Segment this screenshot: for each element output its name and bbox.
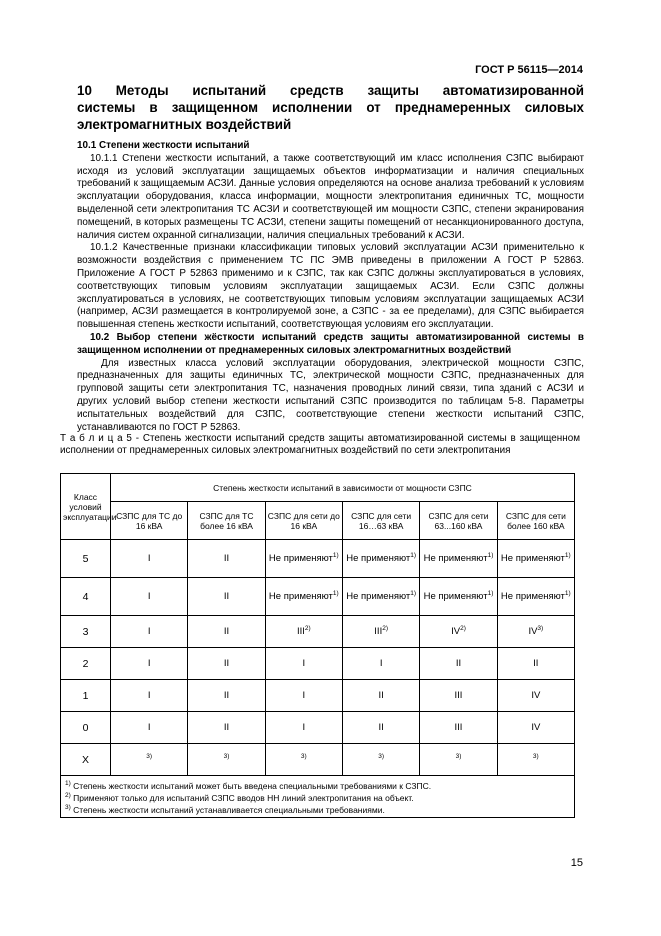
- table-row: [61, 540, 575, 578]
- subsection-title: 10.2 Выбор степени жёсткости испытаний средств защиты автоматизированной системы в защищенном исполнении от преднамеренных силовых электромагнитных воздействий: [77, 331, 584, 356]
- table-cell: [111, 648, 188, 680]
- subsection-title: 10.1 Степени жесткости испытаний: [77, 140, 250, 151]
- footnote-marker: 3): [65, 803, 71, 811]
- table-row: [61, 744, 575, 776]
- class-cell: 4: [61, 578, 111, 616]
- table-body: [61, 540, 575, 776]
- group-header: Степень жесткости испытаний в зависимости от мощности СЗПС: [111, 474, 575, 502]
- table-cell: [342, 616, 419, 648]
- paragraph: Для известных класса условий эксплуатации оборудования, электрической мощности СЗПС, предназначенных для защиты единичных ТС, электрической мощности СЗПС, предназначенных для групповой защиты сети электропитания ТС, назначения проводных линий связи, типа зданий с АСЗИ и других условий выбор степени жесткости испытаний СЗПС производится по таблицам 5-8. Параметры испытательных воздействий для СЗПС, соответствующие степени жесткости испытаний СЗПС, устанавливаются по ГОСТ Р 52863.: [77, 357, 584, 433]
- table-row: [61, 712, 575, 744]
- cell-value: I: [147, 690, 151, 701]
- class-cell: 0: [61, 712, 111, 744]
- cell-value: I: [302, 690, 306, 701]
- cell-value: Не применяют: [268, 591, 333, 603]
- cell-value: I: [147, 658, 151, 669]
- cell-value: Не применяют: [346, 591, 411, 603]
- cell-value: III: [454, 722, 463, 733]
- footnote-marker: 3): [146, 753, 153, 761]
- table-notes: [61, 776, 575, 818]
- table-cell: [497, 616, 574, 648]
- table-cell: [111, 712, 188, 744]
- cell-value: II: [455, 658, 462, 669]
- cell-value: Не применяют: [423, 553, 488, 565]
- footnote-marker: 1): [410, 552, 417, 560]
- footnote: [65, 791, 570, 803]
- footnote-marker: 1): [564, 552, 571, 560]
- cell-value: II: [223, 591, 230, 602]
- table-cell: [111, 578, 188, 616]
- table-cell: [342, 578, 419, 616]
- cell-value: II: [223, 690, 230, 701]
- table-cell: [188, 744, 265, 776]
- table-cell: [188, 616, 265, 648]
- document-code: ГОСТ Р 56115—2014: [475, 64, 583, 76]
- class-cell: 1: [61, 680, 111, 712]
- cell-value: I: [147, 626, 151, 637]
- cell-value: IV: [531, 722, 541, 733]
- cell-value: I: [302, 658, 306, 669]
- table-cell: [188, 712, 265, 744]
- table-cell: [342, 648, 419, 680]
- cell-value: II: [223, 722, 230, 733]
- table-cell: [497, 648, 574, 680]
- footnote-marker: 1): [332, 552, 339, 560]
- table-cell: [265, 744, 342, 776]
- table-cell: [265, 680, 342, 712]
- table-cell: [497, 540, 574, 578]
- footnote-marker: 3): [537, 625, 544, 633]
- cell-value: II: [223, 658, 230, 669]
- footnote-marker: 3): [378, 753, 385, 761]
- cell-value: II: [223, 626, 230, 637]
- table-cell: [265, 616, 342, 648]
- footnote-marker: 2): [65, 791, 71, 799]
- footnote-text: Степень жесткости испытаний может быть введена специальными требованиями к СЗПС.: [70, 780, 432, 791]
- column-header: СЗПС для сети до 16 кВА: [265, 502, 342, 540]
- section-title-line: 10 Методы испытаний средств защиты автоматизированной: [77, 83, 584, 98]
- footnote: [65, 803, 570, 815]
- table-cell: [265, 578, 342, 616]
- paragraph: 10.1.2 Качественные признаки классификации типовых условий эксплуатации АСЗИ применительно к возможности воздействия с применением ТС ПС ЭМВ приведены в приложении А ГОСТ Р 52863. Приложение А ГОСТ Р 52863 применимо и к СЗПС, так как СЗПС должны эксплуатироваться в условиях, соответствующих типовым условиям эксплуатации защищаемых АСЗИ. Если СЗПС должны эксплуатироваться в условиях, не соответствующих типовым условиям эксплуатации защищаемых АСЗИ (например, АСЗИ размещается в контролируемой зоне, а СЗПС - за ее пределами), для СЗПС выбирается повышенная степень жесткости испытаний, соответствующая условиям его эксплуатации.: [77, 242, 584, 331]
- footnote-marker: 3): [455, 753, 462, 761]
- cell-value: II: [223, 553, 230, 564]
- table-cell: [111, 540, 188, 578]
- cell-value: III: [454, 690, 463, 701]
- column-header: СЗПС для ТС более 16 кВА: [188, 502, 265, 540]
- table-cell: [420, 540, 497, 578]
- cell-value: II: [533, 658, 539, 669]
- footnote-marker: 1): [564, 590, 571, 598]
- table-cell: [111, 744, 188, 776]
- column-header: СЗПС для сети более 160 кВА: [497, 502, 574, 540]
- table-cell: [342, 744, 419, 776]
- table-cell: [188, 578, 265, 616]
- footnote-marker: 3): [300, 753, 307, 761]
- footnote-marker: 1): [410, 590, 417, 598]
- table-cell: [420, 680, 497, 712]
- cell-value: I: [302, 722, 306, 733]
- table-caption: Т а б л и ц а 5 - Степень жесткости испытаний средств защиты автоматизированной системы в защищенном исполнении от преднамеренных силовых электромагнитных воздействий по сети электропитания: [60, 433, 580, 456]
- footnote-marker: 3): [223, 753, 230, 761]
- table-cell: [420, 616, 497, 648]
- footnote-marker: 1): [487, 590, 494, 598]
- table-cell: [497, 680, 574, 712]
- table-row: [61, 578, 575, 616]
- footnote: [65, 779, 570, 791]
- footnote-marker: 2): [304, 625, 311, 633]
- cell-value: I: [379, 658, 383, 669]
- cell-value: III: [296, 626, 305, 638]
- cell-value: IV: [531, 690, 541, 701]
- footnote-marker: 3): [532, 753, 539, 761]
- cell-value: III: [374, 626, 383, 638]
- footnote-marker: 1): [487, 552, 494, 560]
- cell-value: IV: [451, 626, 461, 638]
- section-title-line: системы в защищенном исполнении от преднамеренных силовых: [77, 100, 584, 115]
- cell-value: I: [147, 591, 151, 602]
- table-cell: [497, 578, 574, 616]
- table-cell: [342, 712, 419, 744]
- footnote-marker: 2): [382, 625, 388, 633]
- cell-value: II: [378, 690, 384, 701]
- section-title: [77, 82, 584, 133]
- column-header: СЗПС для сети 16…63 кВА: [342, 502, 419, 540]
- table-row: [61, 680, 575, 712]
- cell-value: I: [147, 553, 151, 564]
- paragraph: 10.1.1 Степени жесткости испытаний, а также соответствующий им класс исполнения СЗПС выбирают исходя из условий эксплуатации защищаемых объектов информатизации и наличия специальных требований к защищаемым АСЗИ. Данные условия определяются на основе анализа требований к условиям эксплуатации оборудования, класса информации, мощности электропитания единичных ТС, мощности выделенной сети электропитания ТС АСЗИ и соответствующей им мощности СЗПС, степени экранирования помещений, в которых размещены ТС АСЗИ, степени защиты помещений от несанкционированного доступа, наличия систем охранной сигнализации, наличия специальных требований к АСЗИ.: [77, 152, 584, 241]
- table-cell: [265, 540, 342, 578]
- table-cell: [420, 744, 497, 776]
- table-cell: [188, 680, 265, 712]
- data-table: [60, 473, 575, 818]
- table-cell: [188, 648, 265, 680]
- table-row: [61, 648, 575, 680]
- table-cell: [342, 540, 419, 578]
- cell-value: Не применяют: [346, 553, 411, 565]
- class-cell: 5: [61, 540, 111, 578]
- table-cell: [265, 712, 342, 744]
- class-cell: X: [61, 744, 111, 776]
- notes-cell: [61, 776, 575, 818]
- table-cell: [111, 616, 188, 648]
- table-cell: [111, 680, 188, 712]
- footnote-marker: 1): [332, 590, 339, 598]
- footnote-text: Применяют только для испытаний СЗПС вводов НН линий электропитания на объект.: [70, 792, 414, 803]
- class-cell: 3: [61, 616, 111, 648]
- table-cell: [497, 712, 574, 744]
- column-header: СЗПС для ТС до 16 кВА: [111, 502, 188, 540]
- cell-value: II: [378, 722, 384, 733]
- table-cell: [497, 744, 574, 776]
- cell-value: Не применяют: [268, 553, 333, 565]
- section-title-line: электромагнитных воздействий: [77, 117, 292, 132]
- footnote-marker: 2): [460, 625, 466, 633]
- table-cell: [420, 578, 497, 616]
- column-header: Класс условий эксплуатации: [61, 474, 111, 540]
- table-row: [61, 616, 575, 648]
- class-cell: 2: [61, 648, 111, 680]
- footnote-marker: 1): [65, 780, 71, 787]
- page-number: 15: [570, 857, 583, 869]
- cell-value: Не применяют: [423, 591, 488, 603]
- footnote-text: Степень жесткости испытаний устанавливается специальными требованиями.: [70, 804, 385, 815]
- cell-value: Не применяют: [500, 591, 565, 603]
- column-header: СЗПС для сети 63...160 кВА: [420, 502, 497, 540]
- cell-value: IV: [528, 626, 538, 638]
- section-10-1: [77, 140, 584, 434]
- table-cell: [265, 648, 342, 680]
- table-cell: [420, 712, 497, 744]
- table-cell: [188, 540, 265, 578]
- table-cell: [420, 648, 497, 680]
- table-cell: [342, 680, 419, 712]
- cell-value: I: [147, 722, 151, 733]
- cell-value: Не применяют: [500, 553, 565, 565]
